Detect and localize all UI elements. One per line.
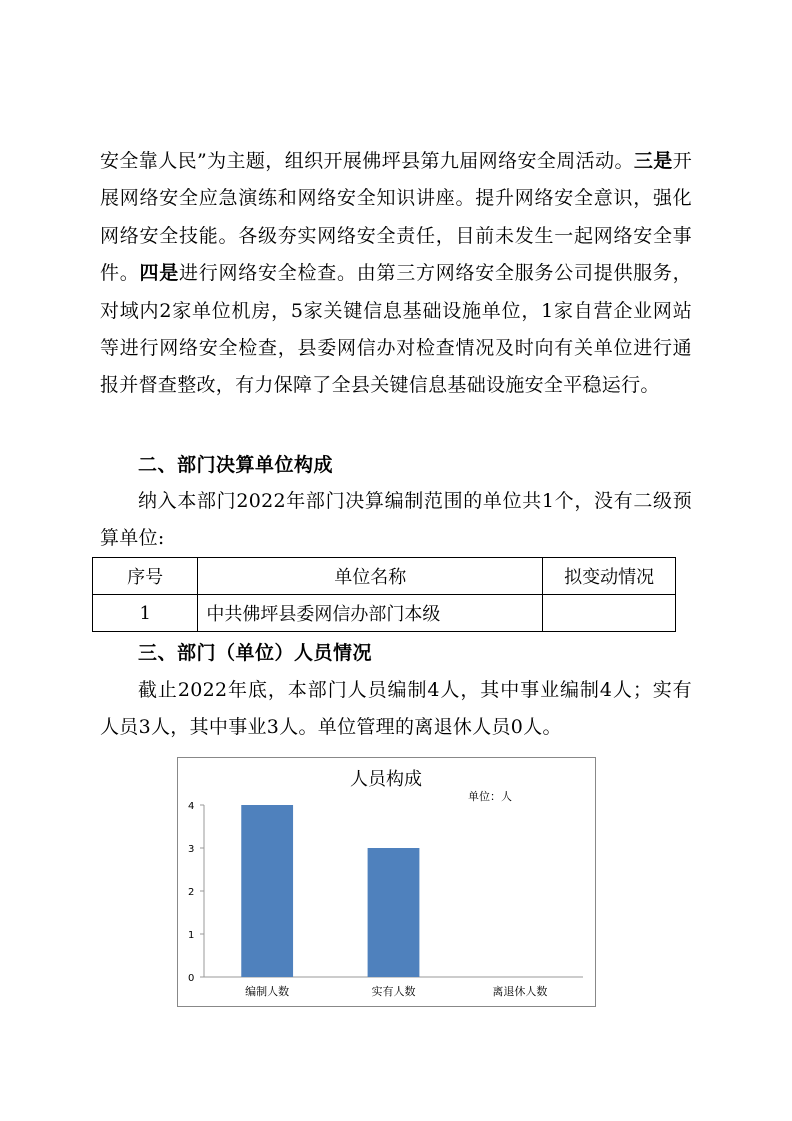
chart-unit-note: 单位：人 [468,790,512,803]
y-tick-label: 0 [188,973,195,984]
y-tick-label: 1 [188,930,195,941]
section-3-body: 截止2022年底，本部门人员编制4人，其中事业编制4人；实有人员3人，其中事业3人。单位管理的离退休人员0人。 [100,679,692,739]
x-category-label: 离退休人数 [492,985,548,998]
y-tick-label: 4 [188,801,195,812]
bar-1 [368,848,420,977]
chart-canvas [178,758,595,1006]
bold-marker-four: 四是 [139,262,179,285]
x-category-label: 实有人数 [371,985,416,998]
col-header-change: 拟变动情况 [543,558,676,595]
col-header-unit-name: 单位名称 [198,558,543,595]
cell-change [543,595,676,632]
chart-title: 人员构成 [350,769,422,790]
y-tick-label: 2 [188,887,195,898]
col-header-index: 序号 [93,558,198,595]
paragraph-text: 安全靠人民”为主题，组织开展佛坪县第九届网络安全周活动。 [100,150,634,172]
unit-table [92,557,676,632]
section-heading-2: 二、部门决算单位构成 [138,454,334,476]
section-2-body: 纳入本部门2022年部门决算编制范围的单位共1个，没有二级预算单位: [100,490,692,550]
paragraph-text: 进行网络安全检查。由第三方网络安全服务公司提供服务，对域内2家单位机房，5家关键信息基础设施单位，1家自营企业网站等进行网络安全检查，县委网信办对检查情况及时向有关单位进行通报并督查整改，有力保障了全县关键信息基础设施安全平稳运行。 [100,262,692,397]
table-header-row [93,558,676,595]
cell-index: 1 [93,595,198,632]
y-tick-label: 3 [188,844,195,855]
bar-0 [241,805,293,977]
body-paragraph-1 [100,143,692,405]
table-row [93,595,676,632]
paragraph-text: 开展网络安全应急演练和网络安全知识讲座。提升网络安全意识，强化网络安全技能。各级夯实网络安全责任，目前未发生一起网络安全事件。 [100,150,692,285]
cell-unit-name: 中共佛坪县委网信办部门本级 [198,595,543,632]
bold-marker-three: 三是 [633,150,673,172]
staff-chart [177,757,596,1007]
section-heading-3: 三、部门（单位）人员情况 [138,642,373,664]
x-category-label: 编制人数 [245,985,290,998]
